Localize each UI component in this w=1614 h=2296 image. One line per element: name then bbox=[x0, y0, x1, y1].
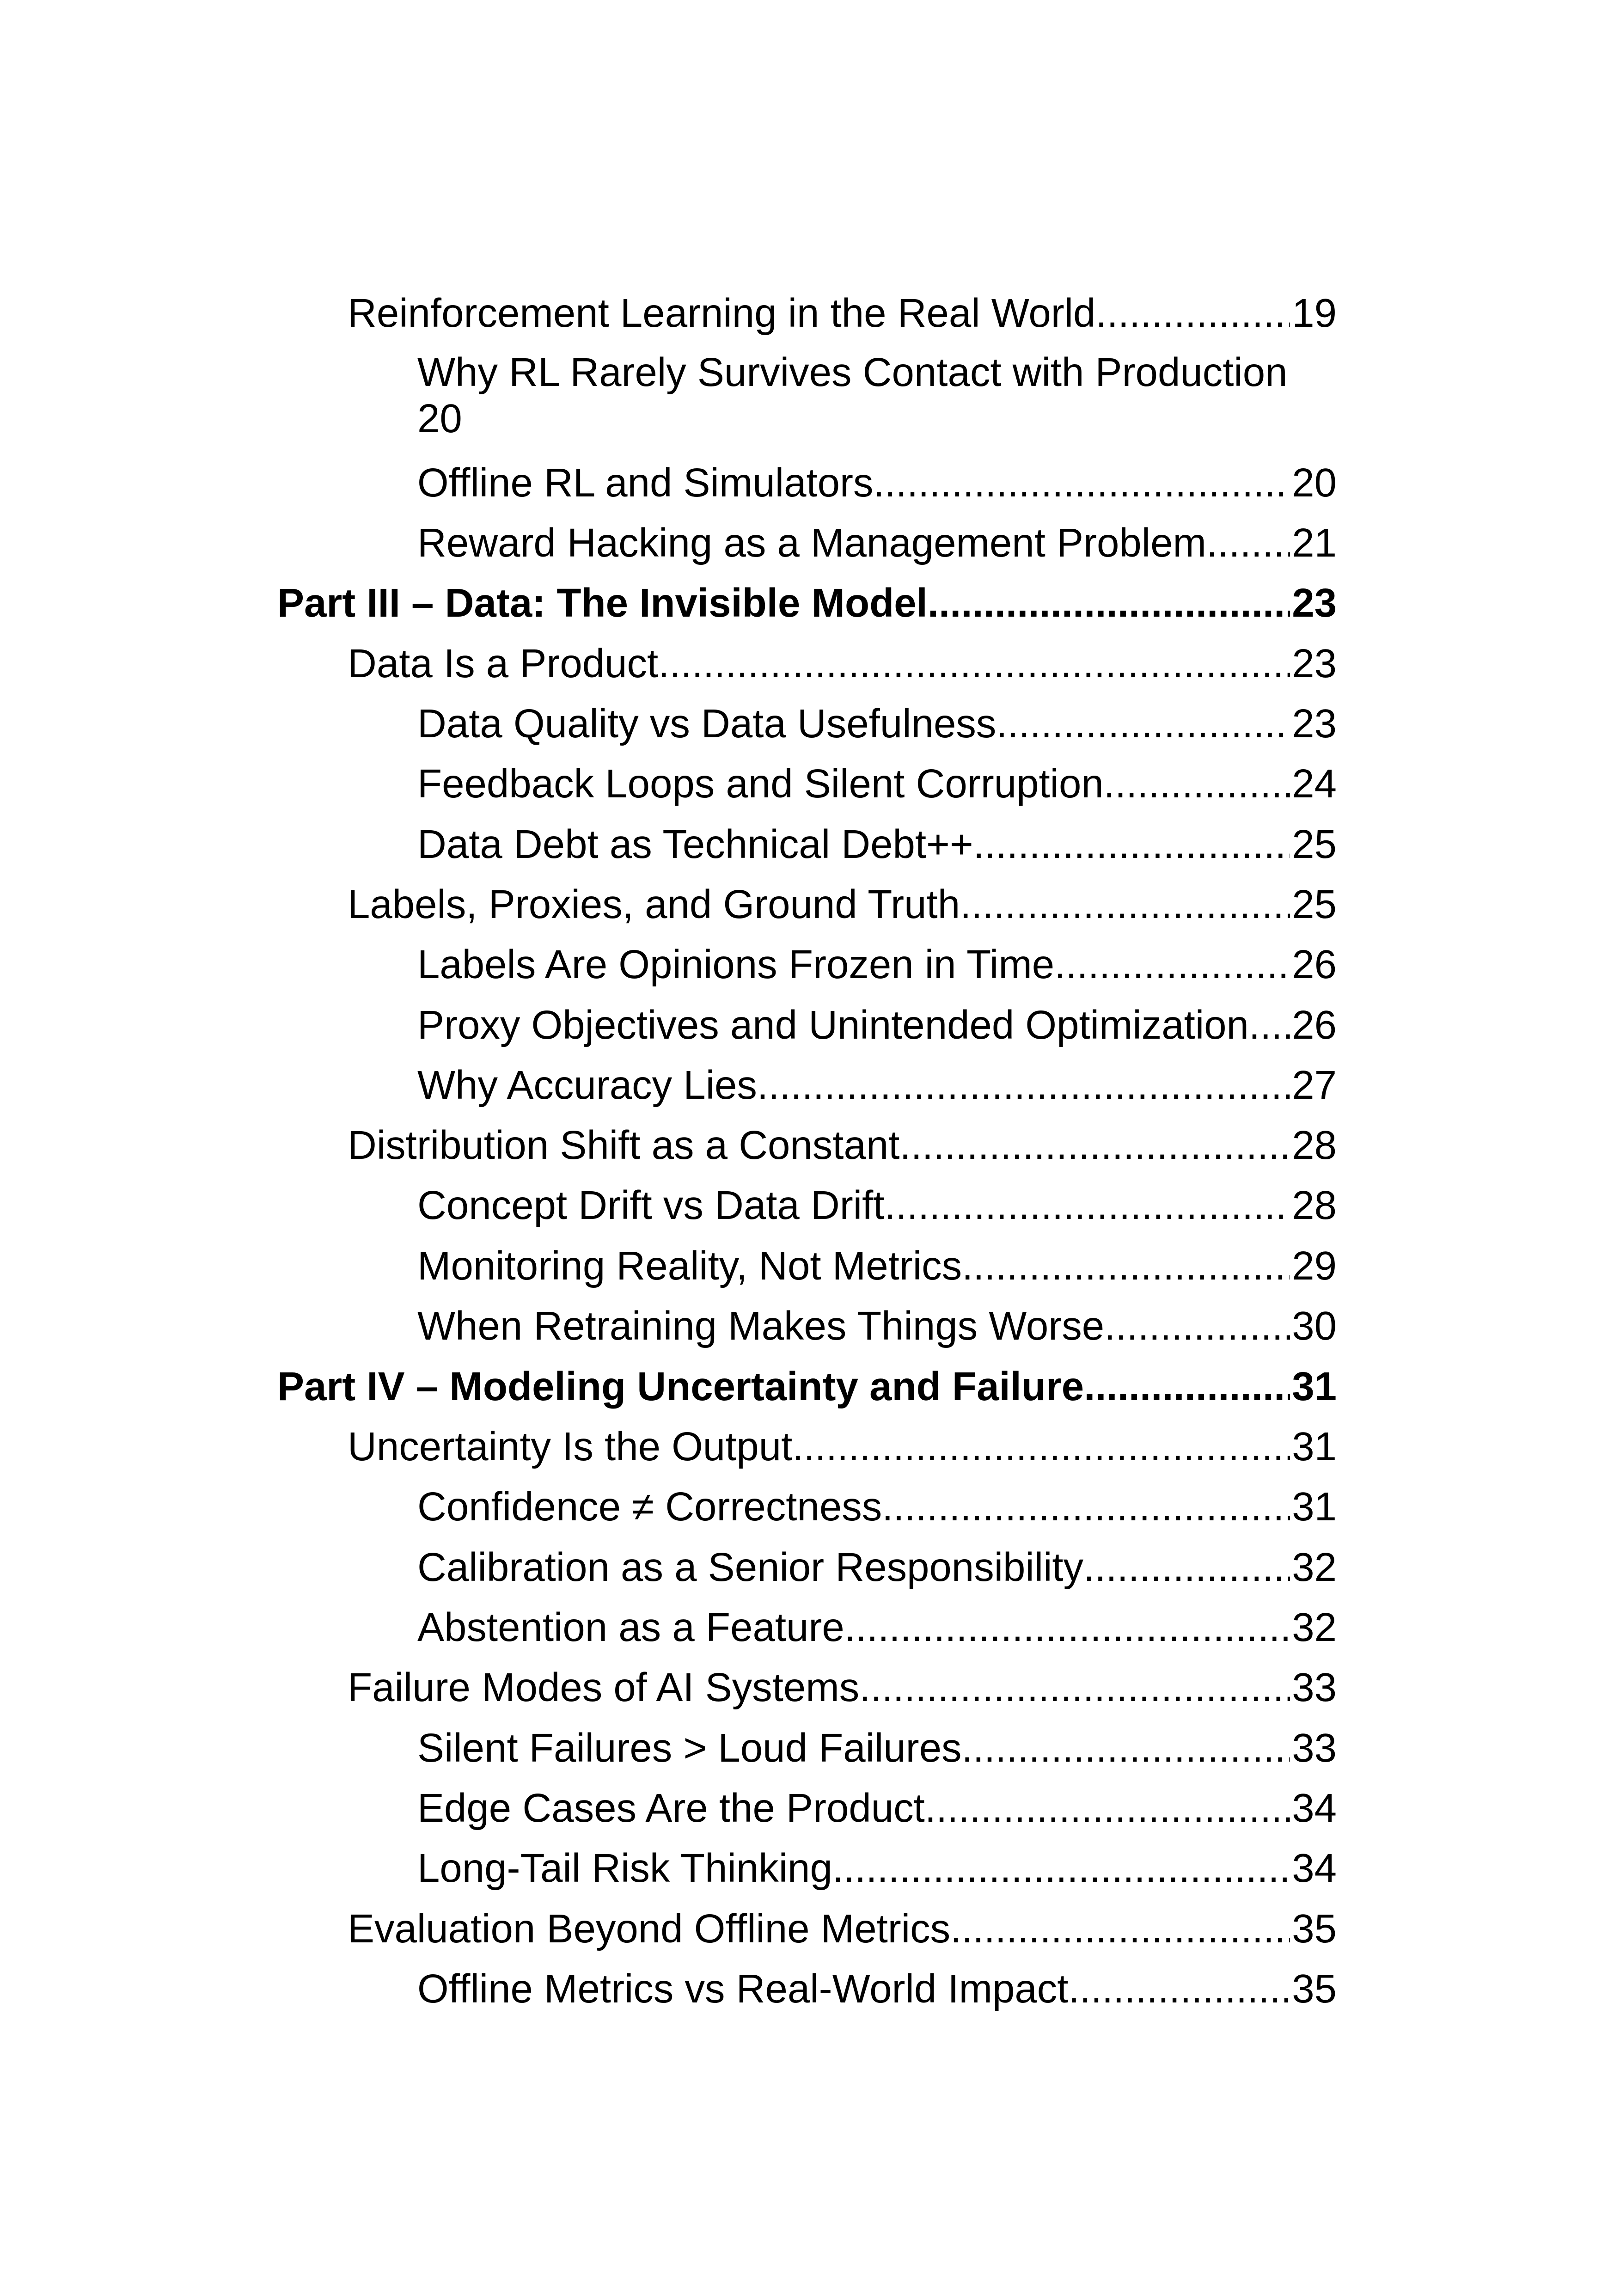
dot-leader bbox=[928, 580, 1290, 626]
toc-entry[interactable] bbox=[417, 821, 1337, 868]
dot-leader bbox=[1054, 942, 1290, 988]
toc-entry-page: 23 bbox=[1292, 641, 1337, 686]
dot-leader bbox=[1083, 1544, 1290, 1591]
toc-entry[interactable] bbox=[417, 460, 1337, 506]
dot-leader bbox=[899, 1122, 1290, 1169]
toc-entry-page: 20 bbox=[417, 396, 462, 441]
toc-entry-page: 35 bbox=[1292, 1966, 1337, 2011]
toc-entry-title: Offline RL and Simulators bbox=[417, 460, 874, 505]
dot-leader bbox=[658, 641, 1290, 687]
toc-entry-page: 29 bbox=[1292, 1243, 1337, 1288]
toc-entry-page: 21 bbox=[1292, 520, 1337, 565]
toc-entry-page: 26 bbox=[1292, 942, 1337, 987]
toc-entry-page: 33 bbox=[1292, 1726, 1337, 1770]
toc-entry-page: 31 bbox=[1292, 1484, 1337, 1529]
dot-leader bbox=[757, 1062, 1290, 1108]
toc-entry-page: 32 bbox=[1292, 1545, 1337, 1590]
toc-entry-page: 28 bbox=[1292, 1123, 1337, 1168]
toc-entry-title: Labels Are Opinions Frozen in Time bbox=[417, 942, 1055, 987]
toc-entry-page: 34 bbox=[1292, 1846, 1337, 1891]
toc-entry[interactable] bbox=[348, 290, 1337, 337]
toc-entry-title: Part III – Data: The Invisible Model bbox=[277, 581, 928, 625]
toc-entry-title: Offline Metrics vs Real-World Impact bbox=[417, 1966, 1069, 2011]
toc-entry[interactable] bbox=[417, 349, 1337, 444]
toc-entry-title: Feedback Loops and Silent Corruption bbox=[417, 761, 1104, 806]
toc-entry-page: 30 bbox=[1292, 1304, 1337, 1348]
toc-part-entry[interactable] bbox=[277, 1364, 1337, 1410]
toc-entry[interactable] bbox=[348, 1424, 1337, 1470]
toc-entry-title: Abstention as a Feature bbox=[417, 1605, 844, 1650]
toc-entry-title: Distribution Shift as a Constant bbox=[348, 1123, 900, 1168]
toc-entry-title: Proxy Objectives and Unintended Optimization bbox=[417, 1003, 1249, 1047]
toc-entry[interactable] bbox=[417, 701, 1337, 747]
dot-leader bbox=[844, 1604, 1290, 1651]
toc-entry[interactable] bbox=[417, 520, 1337, 566]
toc-entry[interactable] bbox=[417, 1544, 1337, 1591]
toc-entry-title: Long-Tail Risk Thinking bbox=[417, 1846, 832, 1891]
dot-leader bbox=[792, 1424, 1290, 1470]
toc-entry-page: 28 bbox=[1292, 1183, 1337, 1228]
toc-entry[interactable] bbox=[417, 1725, 1337, 1771]
toc-entry-title: Reinforcement Learning in the Real World bbox=[348, 291, 1096, 336]
toc-entry[interactable] bbox=[348, 882, 1337, 928]
toc-entry-title: Why RL Rarely Survives Contact with Production bbox=[417, 350, 1288, 395]
toc-entry-title: Confidence ≠ Correctness bbox=[417, 1484, 882, 1529]
toc-entry-title: Data Debt as Technical Debt++ bbox=[417, 822, 973, 867]
toc-entry-title: Labels, Proxies, and Ground Truth bbox=[348, 882, 960, 927]
toc-entry[interactable] bbox=[348, 1665, 1337, 1711]
dot-leader bbox=[873, 460, 1290, 506]
dot-leader bbox=[1249, 1002, 1290, 1048]
toc-entry[interactable] bbox=[417, 1303, 1337, 1349]
toc-entry[interactable] bbox=[417, 1062, 1337, 1108]
toc-entry-page: 31 bbox=[1292, 1364, 1337, 1409]
dot-leader bbox=[950, 1906, 1290, 1952]
dot-leader bbox=[884, 1182, 1290, 1229]
toc-part-entry[interactable] bbox=[277, 580, 1337, 626]
toc-entry-title: Data Is a Product bbox=[348, 641, 659, 686]
toc-entry-title: Data Quality vs Data Usefulness bbox=[417, 701, 997, 746]
toc-entry-title: Part IV – Modeling Uncertainty and Failure bbox=[277, 1364, 1084, 1409]
toc-entry[interactable] bbox=[417, 1182, 1337, 1229]
dot-leader bbox=[1084, 1364, 1290, 1410]
toc-entry[interactable] bbox=[417, 1966, 1337, 2012]
toc-entry-title: Calibration as a Senior Responsibility bbox=[417, 1545, 1084, 1590]
toc-entry[interactable] bbox=[348, 641, 1337, 687]
dot-leader bbox=[1095, 290, 1290, 337]
toc-entry-page: 23 bbox=[1292, 701, 1337, 746]
toc-entry-page: 32 bbox=[1292, 1605, 1337, 1650]
toc-entry-title: Evaluation Beyond Offline Metrics bbox=[348, 1906, 951, 1951]
toc-entry[interactable] bbox=[417, 1484, 1337, 1530]
toc-entry-title: Monitoring Reality, Not Metrics bbox=[417, 1243, 962, 1288]
toc-entry-page: 33 bbox=[1292, 1665, 1337, 1710]
toc-entry-page: 27 bbox=[1292, 1063, 1337, 1108]
dot-leader bbox=[973, 821, 1290, 868]
toc-entry[interactable] bbox=[417, 1785, 1337, 1831]
dot-leader bbox=[1068, 1966, 1290, 2012]
dot-leader bbox=[1104, 761, 1290, 807]
dot-leader bbox=[882, 1484, 1290, 1530]
toc-entry[interactable] bbox=[417, 1243, 1337, 1289]
toc-entry[interactable] bbox=[348, 1122, 1337, 1169]
toc-entry-title: Uncertainty Is the Output bbox=[348, 1424, 793, 1469]
toc-entry[interactable] bbox=[417, 761, 1337, 807]
toc-entry-title: When Retraining Makes Things Worse bbox=[417, 1304, 1105, 1348]
toc-entry-title: Reward Hacking as a Management Problem bbox=[417, 520, 1206, 565]
toc-entry-title: Edge Cases Are the Product bbox=[417, 1786, 925, 1831]
dot-leader bbox=[962, 1243, 1290, 1289]
dot-leader bbox=[1206, 520, 1290, 566]
toc-entry[interactable] bbox=[417, 1604, 1337, 1651]
toc-entry-page: 20 bbox=[1292, 460, 1337, 505]
toc-entry-page: 24 bbox=[1292, 761, 1337, 806]
toc-entry-page: 19 bbox=[1292, 291, 1337, 336]
toc-entry[interactable] bbox=[348, 1906, 1337, 1952]
toc-entry-page: 35 bbox=[1292, 1906, 1337, 1951]
toc-entry-page: 31 bbox=[1292, 1424, 1337, 1469]
toc-entry-title: Why Accuracy Lies bbox=[417, 1063, 757, 1108]
toc-entry-title: Failure Modes of AI Systems bbox=[348, 1665, 860, 1710]
dot-leader bbox=[859, 1665, 1290, 1711]
toc-entry-title: Silent Failures > Loud Failures bbox=[417, 1726, 962, 1770]
toc-entry-page: 23 bbox=[1292, 581, 1337, 625]
toc-entry[interactable] bbox=[417, 1845, 1337, 1892]
dot-leader bbox=[925, 1785, 1290, 1831]
dot-leader bbox=[1104, 1303, 1290, 1349]
dot-leader bbox=[832, 1845, 1290, 1892]
toc-entry[interactable] bbox=[417, 942, 1337, 988]
toc-entry-page: 34 bbox=[1292, 1786, 1337, 1831]
dot-leader bbox=[960, 882, 1290, 928]
toc-entry[interactable] bbox=[417, 1002, 1337, 1048]
toc-entry-page: 25 bbox=[1292, 822, 1337, 867]
toc-entry-page: 25 bbox=[1292, 882, 1337, 927]
toc-entry-title: Concept Drift vs Data Drift bbox=[417, 1183, 885, 1228]
dot-leader bbox=[962, 1725, 1290, 1771]
toc-entry-page: 26 bbox=[1292, 1003, 1337, 1047]
dot-leader bbox=[996, 701, 1290, 747]
